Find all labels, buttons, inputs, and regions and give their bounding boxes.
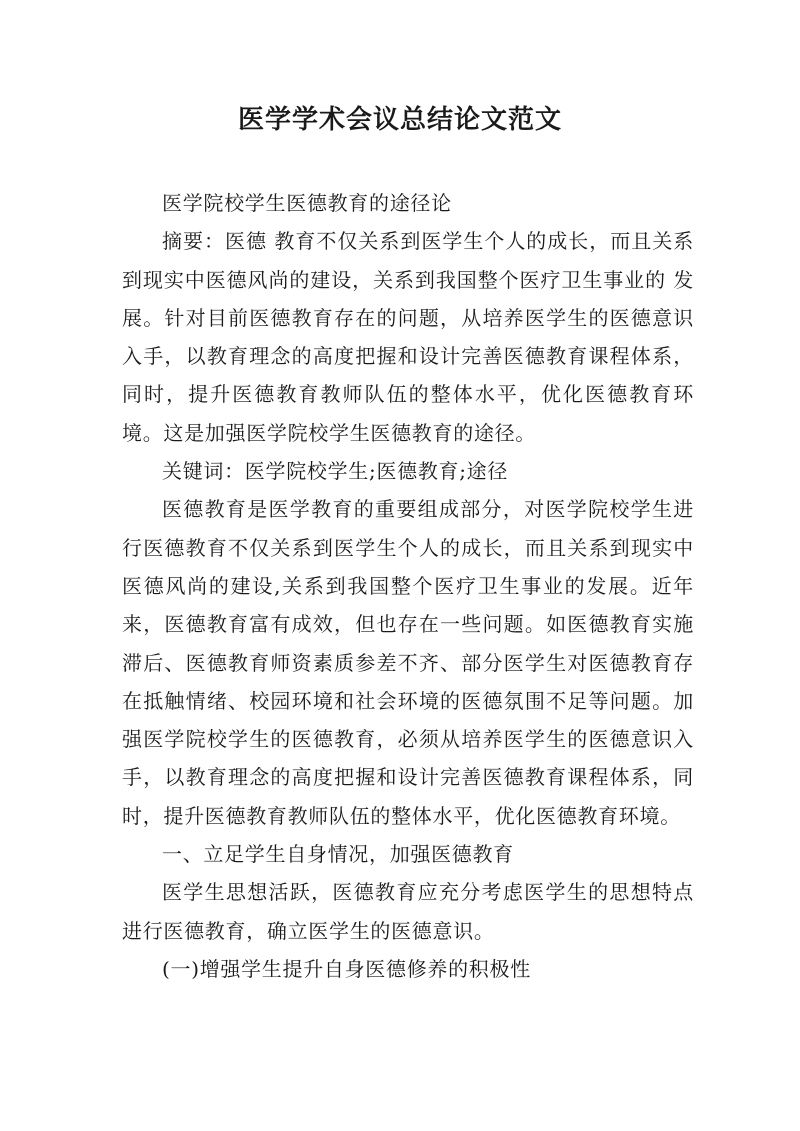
section-paragraph-1: 医学生思想活跃，医德教育应充分考虑医学生的思想特点进行医德教育，确立医学生的医德意识。	[122, 880, 694, 943]
abstract-paragraph: 摘要：医德 教育不仅关系到医学生个人的成长，而且关系到现实中医德风尚的建设，关系到我国整个医疗卫生事业的 发展。针对目前医德教育存在的问题，从培养医学生的医德意识入手，以教育理念的高度把握和设计完善医德教育课程体系，同时，提升医德教育教师队伍的整体水平，优化医德教育环境。这是加强医学院校学生医德教育的途径。	[122, 229, 694, 445]
paper-subtitle: 医学院校学生医德教育的途径论	[162, 191, 452, 215]
document-body	[122, 184, 694, 988]
intro-paragraph: 医德教育是医学教育的重要组成部分，对医学院校学生进行医德教育不仅关系到医学生个人的成长，而且关系到现实中医德风尚的建设,关系到我国整个医疗卫生事业的发展。近年来，医德教育富有成效，但也存在一些问题。如医德教育实施滞后、医德教育师资素质参差不齐、部分医学生对医德教育存在抵触情绪、校园环境和社会环境的医德氛围不足等问题。加强医学院校学生的医德教育，必须从培养医学生的医德意识入手，以教育理念的高度把握和设计完善医德教育课程体系，同时，提升医德教育教师队伍的整体水平，优化医德教育环境。	[122, 497, 694, 828]
subsection-heading-1: (一)增强学生提升自身医德修养的积极性	[162, 956, 531, 981]
keywords-paragraph: 关键词：医学院校学生;医德教育;途径	[162, 459, 509, 484]
section-heading-1: 一、立足学生自身情况，加强医德教育	[162, 842, 514, 867]
document-title: 医学学术会议总结论文范文	[237, 105, 562, 135]
